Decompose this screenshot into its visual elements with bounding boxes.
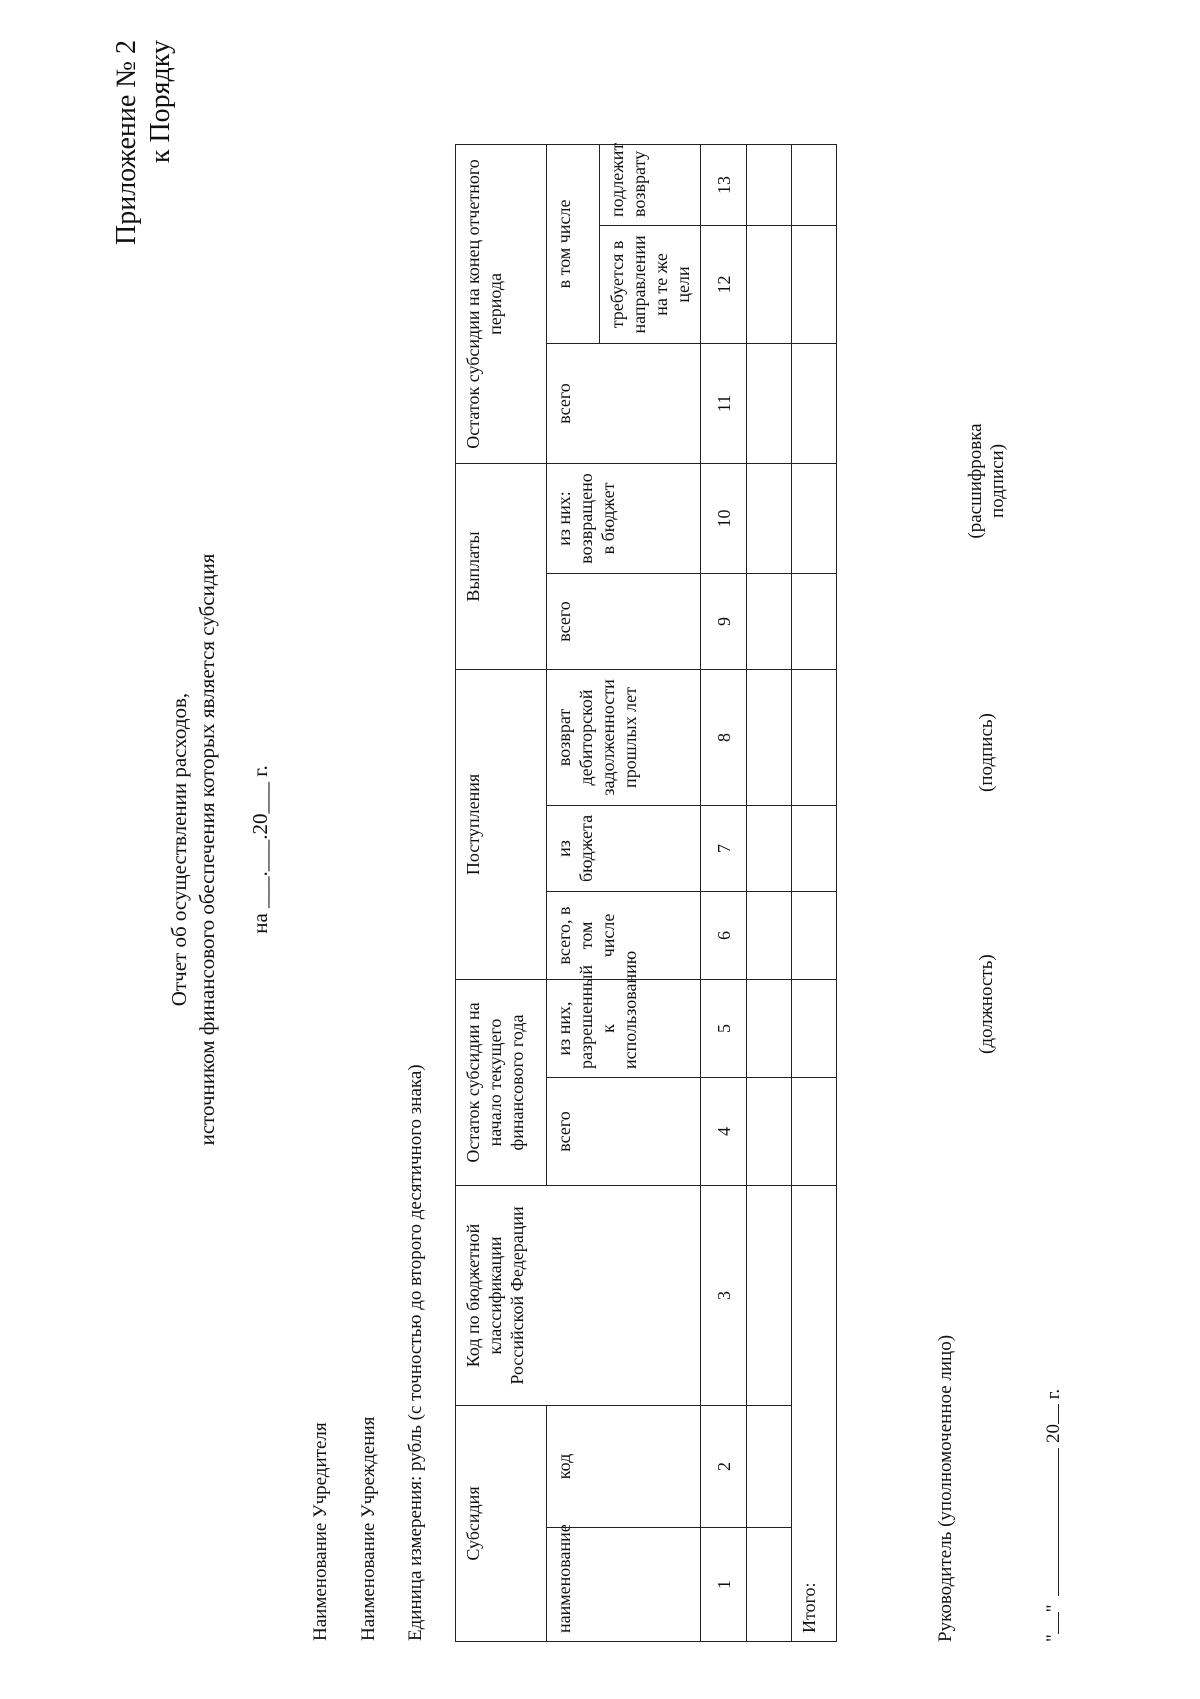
- header-rc-debt: возврат дебиторской задолженности прошлых лет: [547, 669, 701, 805]
- header-rc-budget: из бюджета: [547, 805, 701, 891]
- header-balance-end: Остаток субсидии на конец отчетного периода: [456, 144, 547, 463]
- column-number: 7: [701, 805, 747, 891]
- table-cell: [792, 343, 837, 463]
- report-table: [455, 144, 837, 1642]
- header-pay-returned: из них: возвращено в бюджет: [547, 463, 701, 573]
- table-cell: [747, 1077, 792, 1185]
- table-cell: [747, 1528, 792, 1642]
- date-year-suffix: г.: [1043, 1388, 1064, 1400]
- day-blank-line: [1040, 1612, 1059, 1634]
- table-cell: [747, 144, 792, 225]
- date-year-prefix: 20: [1043, 1423, 1064, 1443]
- table-cell: [792, 805, 837, 891]
- founder-label: Наименование Учредителя: [310, 1422, 331, 1641]
- column-number: 4: [701, 1077, 747, 1185]
- month-blank-line: [1040, 1448, 1059, 1596]
- table-cell: [792, 463, 837, 573]
- column-numbers-row: [701, 144, 747, 1641]
- table-cell: [792, 1077, 837, 1185]
- institution-label: Наименование Учреждения: [358, 1416, 379, 1641]
- column-number: 12: [701, 225, 747, 343]
- table-cell: [792, 225, 837, 343]
- table-cell: [747, 891, 792, 979]
- table-cell: [792, 144, 837, 225]
- signature-date: [1040, 1389, 1065, 1642]
- total-label: Итого:: [792, 1185, 837, 1641]
- date-quote-open: ": [1043, 1634, 1064, 1642]
- header-subsidy: Субсидия: [456, 1405, 547, 1641]
- report-title-line2: источником финансового обеспечения которых является субсидия: [195, 553, 219, 1146]
- decode-caption: (расшифровка подписи): [965, 423, 1008, 539]
- unit-label: Единица измерения: рубль (с точностью до второго десятичного знака): [405, 1064, 426, 1641]
- table-cell: [747, 463, 792, 573]
- header-rc-total: всего, в том числе: [547, 891, 701, 979]
- column-number: 5: [701, 979, 747, 1077]
- column-number: 2: [701, 1405, 747, 1527]
- position-caption: (должность): [976, 954, 997, 1054]
- header-pay-total: всего: [547, 573, 701, 669]
- table-cell: [747, 1405, 792, 1527]
- table-cell: [747, 979, 792, 1077]
- table-cell: [747, 573, 792, 669]
- signatory-label: Руководитель (уполномоченное лицо): [935, 1334, 956, 1642]
- column-number: 13: [701, 144, 747, 225]
- header-bs-allowed: из них, разрешенный к использованию: [547, 979, 701, 1077]
- header-be-return: подлежит возврату: [600, 144, 701, 225]
- report-period: на ___.___.20___ г.: [248, 765, 272, 934]
- column-number: 11: [701, 343, 747, 463]
- table-row-blank: [747, 144, 792, 1641]
- column-number: 9: [701, 573, 747, 669]
- header-balance-start: Остаток субсидии на начало текущего финансового года: [456, 979, 547, 1185]
- date-quote-close: ": [1043, 1604, 1064, 1613]
- table-cell: [747, 343, 792, 463]
- header-receipts: Поступления: [456, 669, 547, 979]
- report-title: [165, 0, 221, 1699]
- table-cell: [747, 225, 792, 343]
- header-payments: Выплаты: [456, 463, 547, 669]
- table-cell: [747, 669, 792, 805]
- table-header-row-1: [456, 144, 547, 1641]
- column-number: 1: [701, 1528, 747, 1642]
- table-header-row-2: [547, 144, 600, 1641]
- year-blank-line: [1040, 1404, 1059, 1424]
- table-cell: [792, 573, 837, 669]
- table-cell: [747, 805, 792, 891]
- table-cell: [747, 1185, 792, 1405]
- header-code: код: [547, 1405, 701, 1527]
- header-kbk: Код по бюджетной классификации Российской Федерации: [456, 1185, 701, 1405]
- appendix-number: Приложение № 2: [111, 40, 142, 245]
- column-number: 3: [701, 1185, 747, 1405]
- header-be-total: всего: [547, 343, 701, 463]
- signature-caption: (подпись): [976, 713, 997, 792]
- appendix-order: к Порядку: [145, 40, 176, 164]
- table-row-total: [792, 144, 837, 1641]
- column-number: 10: [701, 463, 747, 573]
- header-bs-total: всего: [547, 1077, 701, 1185]
- table-cell: [792, 979, 837, 1077]
- header-name: наименование: [547, 1528, 701, 1642]
- header-be-including: в том числе: [547, 144, 600, 343]
- table-cell: [792, 669, 837, 805]
- report-title-line1: Отчет об осуществлении расходов,: [167, 692, 191, 1007]
- table-cell: [792, 891, 837, 979]
- header-be-required: требуется в направлении на те же цели: [600, 225, 701, 343]
- column-number: 6: [701, 891, 747, 979]
- column-number: 8: [701, 669, 747, 805]
